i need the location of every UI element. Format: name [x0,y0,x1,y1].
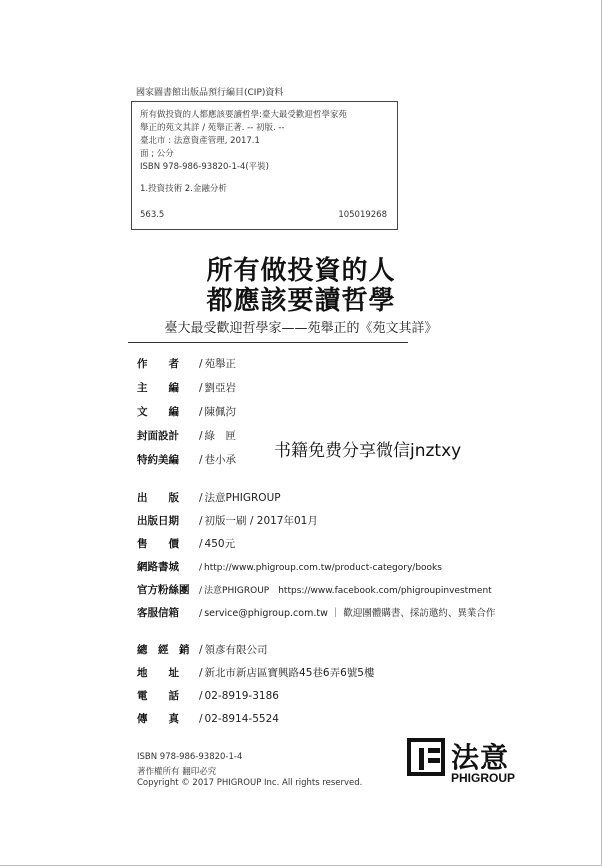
cip-line: 所有做投資的人都應該要讀哲學:臺大最受歡迎哲學家苑 [140,110,347,120]
pub-label: 售 價 [137,538,179,550]
credit-label: 作 者 [137,358,179,370]
cip-line: 舉正的苑文其詳 / 苑舉正著. -- 初版. -- [140,123,285,133]
pub-row: 客服信箱 / service@phigroup.com.tw ｜ 歡迎團體購書、採訪邀約、異業合作 [137,607,496,619]
credit-row: 作 者 / 苑舉正 [137,358,237,370]
credit-row: 文 編 / 陳佩汮 [137,406,237,418]
credit-row: 主 編 / 劉亞岩 [137,382,237,394]
pub-row: 官方粉絲團 / 法意PHIGROUP https://www.facebook.com/phigroupinvestment [137,584,492,596]
divider [128,342,408,343]
cip-line: 1.投資技術 2.金融分析 [140,184,227,194]
pub-label: 出版日期 [137,515,179,527]
credit-value: 綠 匣 [204,430,237,442]
phigroup-logo [407,738,537,796]
rights-text: 著作權所有 翻印必究 [137,767,217,777]
credit-value: 陳佩汮 [204,406,237,418]
dist-value: 02-8914-5524 [204,713,279,725]
credit-label: 特約美編 [137,454,179,466]
pub-value: 初版一刷 / 2017年01月 [204,515,318,527]
credit-row: 特約美編 / 巷小承 [137,454,237,466]
pub-label: 客服信箱 [137,607,179,619]
credit-value: 苑舉正 [204,358,237,370]
cip-class-no: 563.5 [140,210,165,220]
credit-label: 文 編 [137,406,179,418]
dist-value: 領彥有限公司 [204,644,268,656]
facebook-link[interactable]: 法意PHIGROUP https://www.facebook.com/phigroupinvestment [204,586,492,596]
pub-label: 官方粉絲團 [137,584,190,596]
dist-value: 新北市新店區寶興路45巷6弄6號5樓 [204,667,375,679]
book-subtitle: 臺大最受歡迎哲學家——苑舉正的《苑文其詳》 [164,321,438,336]
cip-line: 面 ; 公分 [140,149,174,159]
pub-value: 450元 [204,538,236,550]
credit-value: 劉亞岩 [204,382,237,394]
cip-heading: 國家圖書館出版品預行編目(CIP)資料 [136,88,284,98]
logo-cn-text: 法意 [451,741,510,774]
credit-row: 封面設計 / 綠 匣 [137,430,237,442]
dist-value: 02-8919-3186 [204,690,279,702]
dist-row: 地 址 / 新北市新店區寶興路45巷6弄6號5樓 [137,667,375,679]
copyright-text: Copyright © 2017 PHIGROUP Inc. All rights reserved. [137,778,363,788]
pub-row: 出版日期 / 初版一刷 / 2017年01月 [137,515,318,527]
watermark-text: 书籍免费分享微信jnztxy [274,441,462,461]
pub-row: 出 版 / 法意PHIGROUP [137,492,281,504]
logo-mark-icon [407,738,445,776]
cip-record-no: 105019268 [338,210,387,220]
cip-box [131,101,398,230]
dist-label: 地 址 [137,667,179,679]
dist-label: 傳 真 [137,713,179,725]
pub-row: 網路書城 / http://www.phigroup.com.tw/product-category/books [137,561,442,573]
credit-value: 巷小承 [204,454,237,466]
cip-line: 臺北市 : 法意資產管理, 2017.1 [140,136,260,146]
credit-label: 主 編 [137,382,179,394]
book-title-line-1: 所有做投資的人 [206,256,396,286]
dist-row: 電 話 / 02-8919-3186 [137,690,279,702]
pub-value: 法意PHIGROUP [204,492,281,504]
dist-label: 總 經 銷 [137,644,190,656]
website-link[interactable]: http://www.phigroup.com.tw/product-category/books [204,563,442,573]
pub-row: 售 價 / 450元 [137,538,236,550]
pub-label: 出 版 [137,492,179,504]
pub-label: 網路書城 [137,561,179,573]
cip-line: ISBN 978-986-93820-1-4(平裝) [140,162,269,172]
book-title-line-2: 都應該要讀哲學 [206,286,396,316]
logo-en-text: PHIGROUP [451,771,516,785]
isbn-text: ISBN 978-986-93820-1-4 [137,752,243,762]
service-email[interactable]: service@phigroup.com.tw ｜ 歡迎團體購書、採訪邀約、異業合作 [204,608,496,619]
dist-label: 電 話 [137,690,179,702]
dist-row: 傳 真 / 02-8914-5524 [137,713,279,725]
credit-label: 封面設計 [137,430,179,442]
dist-row: 總 經 銷 / 領彥有限公司 [137,644,268,656]
